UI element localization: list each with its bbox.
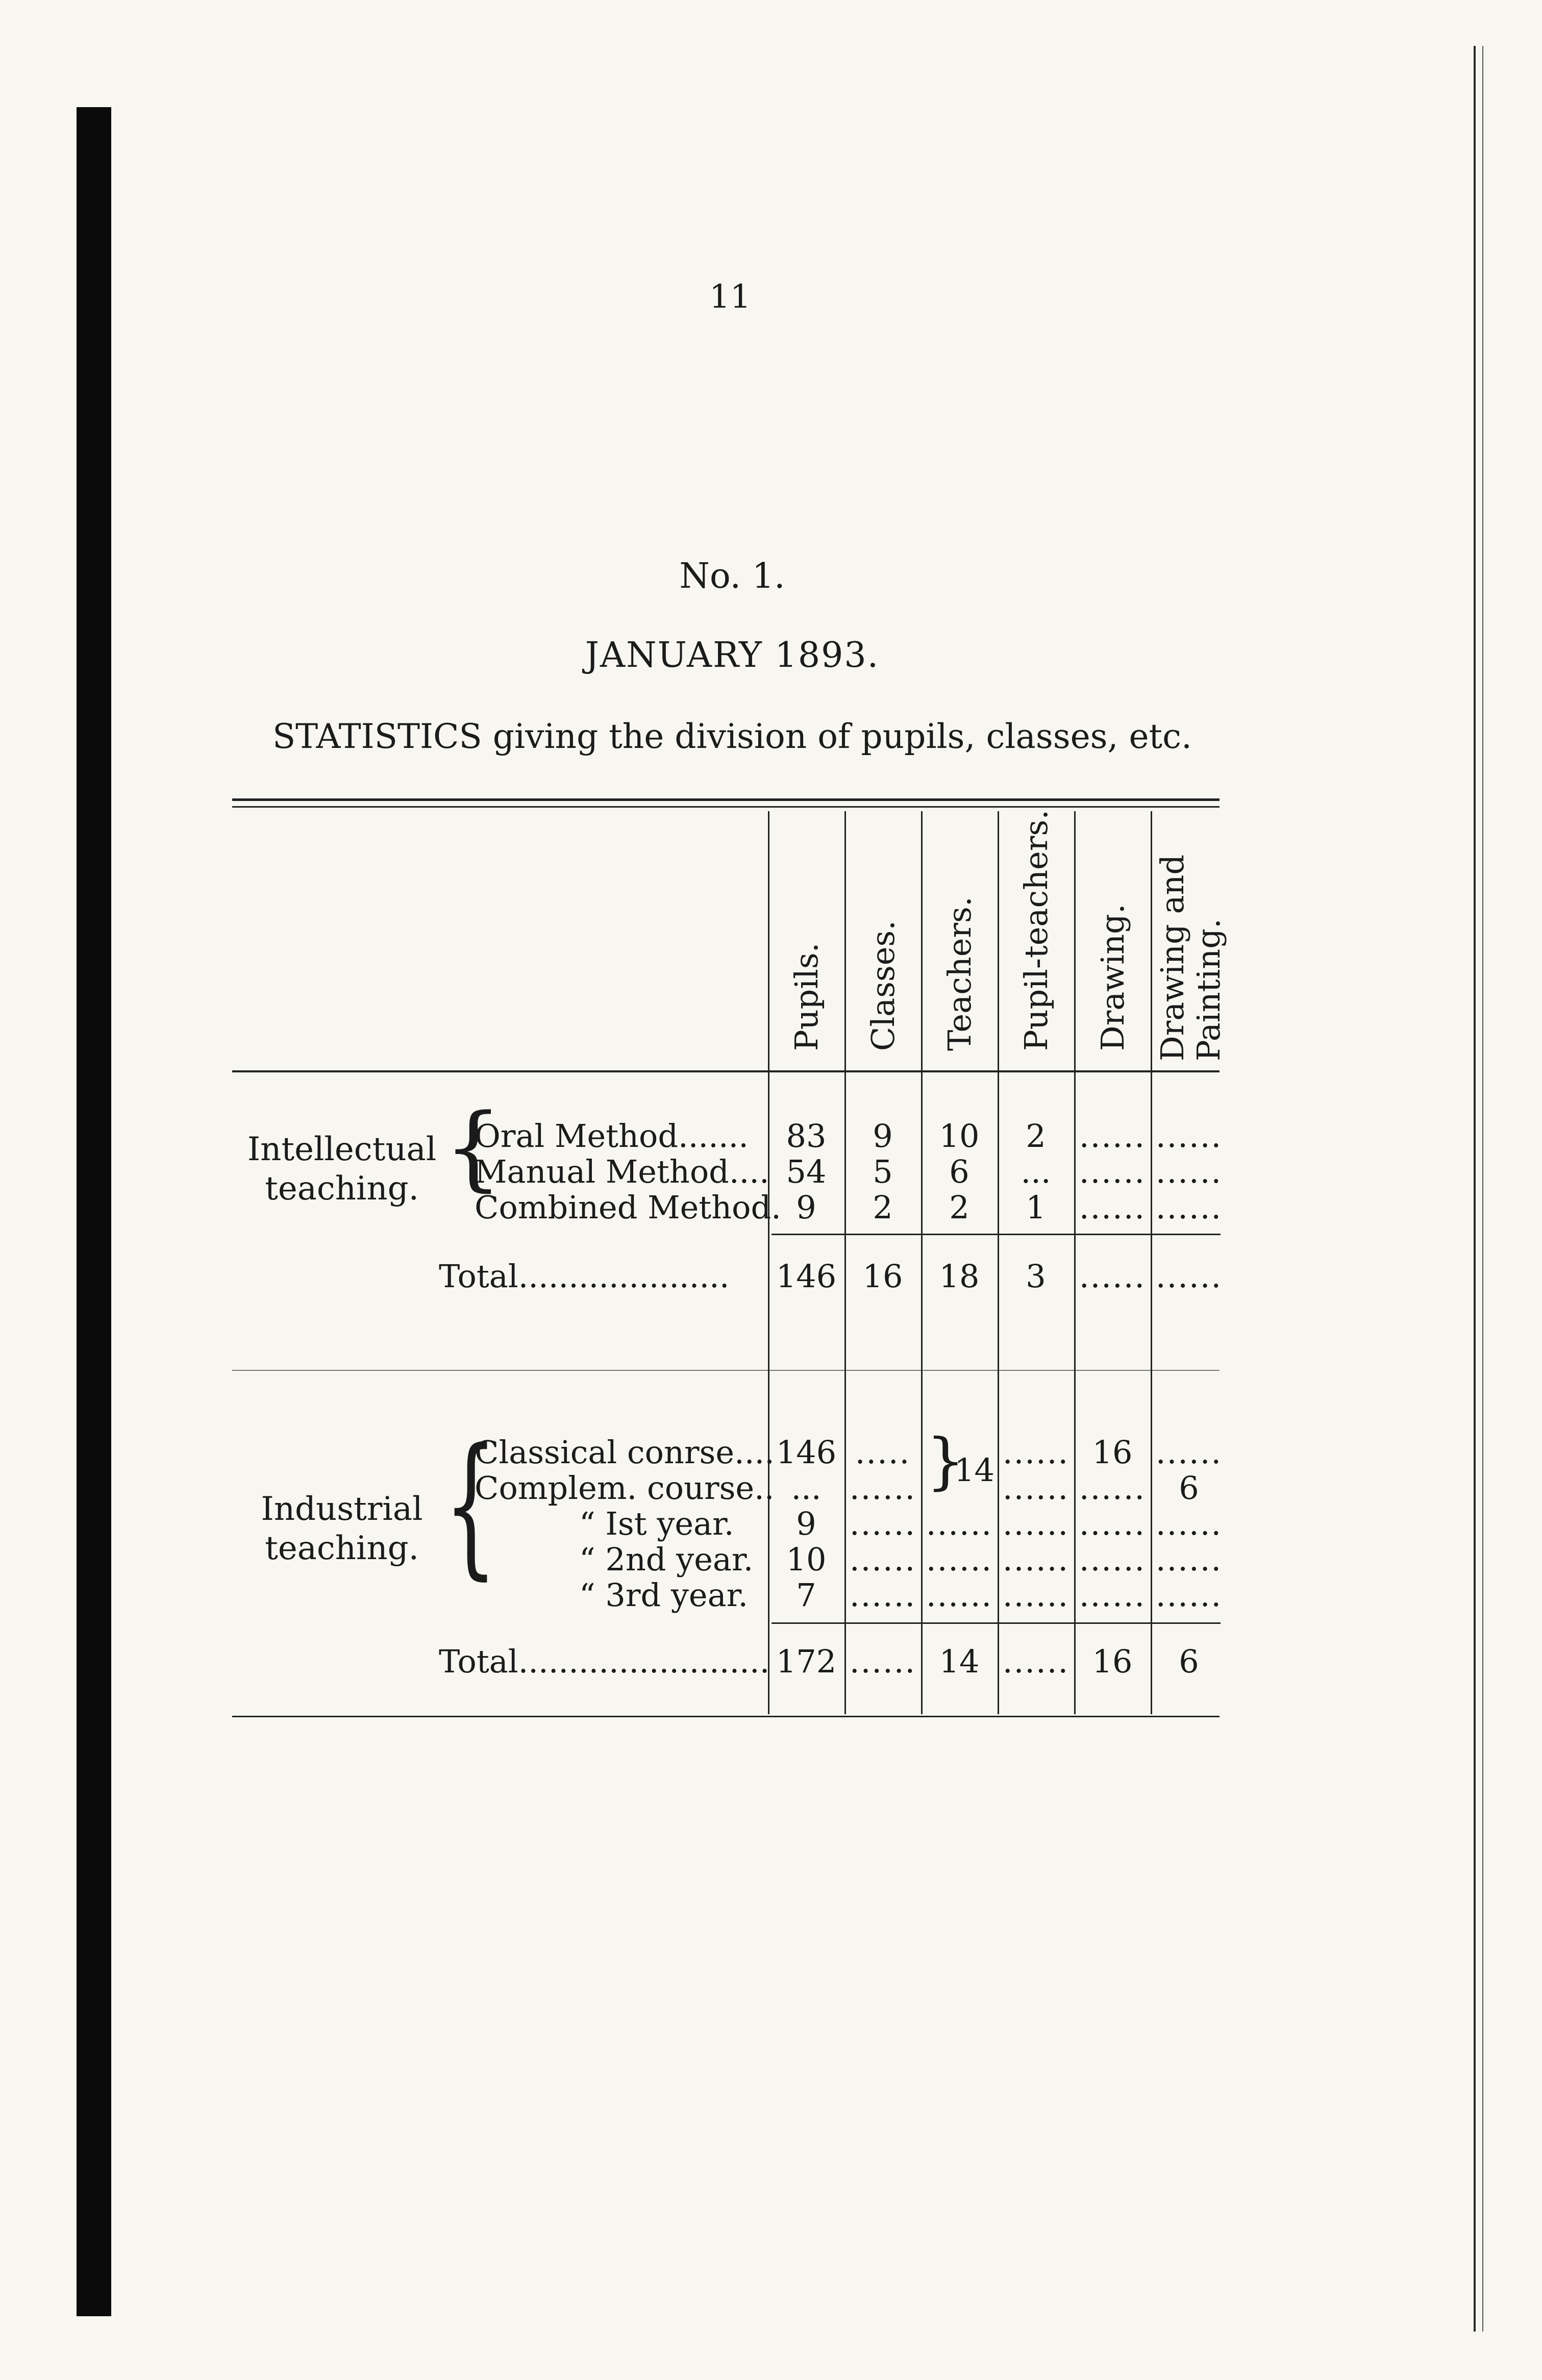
cell-drawing: ...... xyxy=(1079,1505,1146,1542)
cell-pupil-teachers: ...... xyxy=(1002,1434,1070,1471)
column-header-pupils: Pupils. xyxy=(788,942,825,1051)
cell-pupils: 7 xyxy=(796,1576,816,1614)
cell-teachers: 2 xyxy=(949,1189,969,1226)
total-teachers: 18 xyxy=(939,1258,980,1295)
column-header-drawing-and-painting: Drawing and Painting. xyxy=(1154,854,1228,1061)
total-pupils: 172 xyxy=(776,1643,837,1680)
cell-teachers: ...... xyxy=(926,1541,993,1578)
cell-pupil-teachers: 2 xyxy=(1026,1117,1046,1155)
cell-teachers-shared: 14 xyxy=(954,1451,994,1489)
total-pupil-teachers: 3 xyxy=(1026,1258,1046,1295)
column-header-pupil-teachers: Pupil-teachers. xyxy=(1017,809,1055,1051)
total-label: Total......................... xyxy=(439,1643,770,1680)
brace-teachers-shared: } xyxy=(926,1426,965,1497)
cell-drawing: ...... xyxy=(1079,1117,1146,1155)
page-number: 11 xyxy=(709,278,751,316)
row-label: Manual Method.... xyxy=(475,1153,769,1190)
cell-pupils: 9 xyxy=(796,1505,816,1542)
group-label-line: Intellectual xyxy=(247,1131,437,1168)
header-rule xyxy=(232,1070,1220,1072)
cell-pupil-teachers: 1 xyxy=(1026,1189,1046,1226)
total-drawing: ...... xyxy=(1079,1258,1146,1295)
group-label-line: teaching. xyxy=(265,1169,419,1208)
cell-pupil-teachers: ...... xyxy=(1002,1541,1070,1578)
cell-classes: ...... xyxy=(849,1541,916,1578)
group-label-industrial xyxy=(245,1490,439,1568)
row-label: Complem. course.. xyxy=(475,1469,775,1507)
cell-classes: 2 xyxy=(873,1189,893,1226)
table-bottom-rule xyxy=(232,1716,1220,1717)
subtotal-rule xyxy=(772,1622,1221,1624)
cell-teachers: ...... xyxy=(926,1505,993,1542)
document-number: No. 1. xyxy=(679,556,785,596)
cell-painting: ...... xyxy=(1155,1505,1223,1542)
cell-pupils: 83 xyxy=(786,1117,827,1155)
column-header-drawing: Drawing. xyxy=(1094,904,1131,1051)
total-drawing: 16 xyxy=(1092,1643,1133,1680)
cell-painting: ...... xyxy=(1155,1434,1223,1471)
group-label-line: teaching. xyxy=(265,1529,419,1567)
total-pupils: 146 xyxy=(776,1258,837,1295)
table-top-rule xyxy=(232,798,1220,801)
row-label: “ 2nd year. xyxy=(579,1541,754,1578)
total-teachers: 14 xyxy=(939,1643,980,1680)
cell-teachers: 10 xyxy=(939,1117,980,1155)
cell-pupils: 10 xyxy=(786,1541,827,1578)
cell-painting: ...... xyxy=(1155,1117,1223,1155)
row-label: Combined Method. xyxy=(475,1189,781,1226)
page-edge-line xyxy=(1482,46,1483,2332)
cell-classes: 5 xyxy=(873,1153,893,1190)
cell-classes: 9 xyxy=(873,1117,893,1155)
cell-classes: ...... xyxy=(849,1469,916,1507)
cell-drawing: ...... xyxy=(1079,1541,1146,1578)
table-top-rule xyxy=(232,806,1220,808)
cell-classes: ...... xyxy=(849,1505,916,1542)
cell-painting: ...... xyxy=(1155,1189,1223,1226)
cell-pupils: ... xyxy=(791,1469,822,1507)
total-painting: ...... xyxy=(1155,1258,1223,1295)
total-label: Total..................... xyxy=(439,1258,730,1295)
row-label: “ 3rd year. xyxy=(579,1576,749,1614)
cell-pupil-teachers: ...... xyxy=(1002,1505,1070,1542)
row-label: Classical conrse.... xyxy=(475,1434,775,1471)
cell-drawing: ...... xyxy=(1079,1153,1146,1190)
document-date: JANUARY 1893. xyxy=(585,635,880,675)
row-label: Oral Method....... xyxy=(475,1117,749,1155)
column-header-teachers: Teachers. xyxy=(941,896,978,1051)
cell-painting: ...... xyxy=(1155,1576,1223,1614)
cell-pupil-teachers: ...... xyxy=(1002,1576,1070,1614)
page-edge-line xyxy=(1474,46,1476,2332)
cell-pupil-teachers: ...... xyxy=(1002,1469,1070,1507)
cell-classes: ...... xyxy=(849,1576,916,1614)
cell-drawing: ...... xyxy=(1079,1576,1146,1614)
cell-painting: ...... xyxy=(1155,1153,1223,1190)
group-label-line: Industrial xyxy=(261,1490,423,1528)
row-label: “ Ist year. xyxy=(579,1505,734,1542)
cell-pupils: 9 xyxy=(796,1189,816,1226)
total-painting: 6 xyxy=(1179,1643,1199,1680)
brace-industrial: { xyxy=(444,1416,498,1594)
total-classes: 16 xyxy=(862,1258,903,1295)
total-pupil-teachers: ...... xyxy=(1002,1643,1070,1680)
column-header-classes: Classes. xyxy=(864,920,902,1051)
cell-pupils: 146 xyxy=(776,1434,837,1471)
group-label-intellectual xyxy=(245,1130,439,1209)
brace-intellectual: { xyxy=(444,1094,503,1201)
total-classes: ...... xyxy=(849,1643,916,1680)
subtotal-rule xyxy=(772,1234,1221,1235)
cell-teachers: 6 xyxy=(949,1153,969,1190)
binding-edge xyxy=(77,107,111,2316)
section-divider xyxy=(232,1370,1220,1371)
cell-drawing: ...... xyxy=(1079,1189,1146,1226)
cell-pupil-teachers: ... xyxy=(1021,1153,1051,1190)
cell-drawing: 16 xyxy=(1092,1434,1133,1471)
table-caption: STATISTICS giving the division of pupils, classes, etc. xyxy=(272,717,1192,756)
cell-painting: ...... xyxy=(1155,1541,1223,1578)
cell-teachers: ...... xyxy=(926,1576,993,1614)
cell-painting: 6 xyxy=(1179,1469,1199,1507)
cell-pupils: 54 xyxy=(786,1153,827,1190)
cell-drawing: ...... xyxy=(1079,1469,1146,1507)
cell-classes: ..... xyxy=(855,1434,911,1471)
